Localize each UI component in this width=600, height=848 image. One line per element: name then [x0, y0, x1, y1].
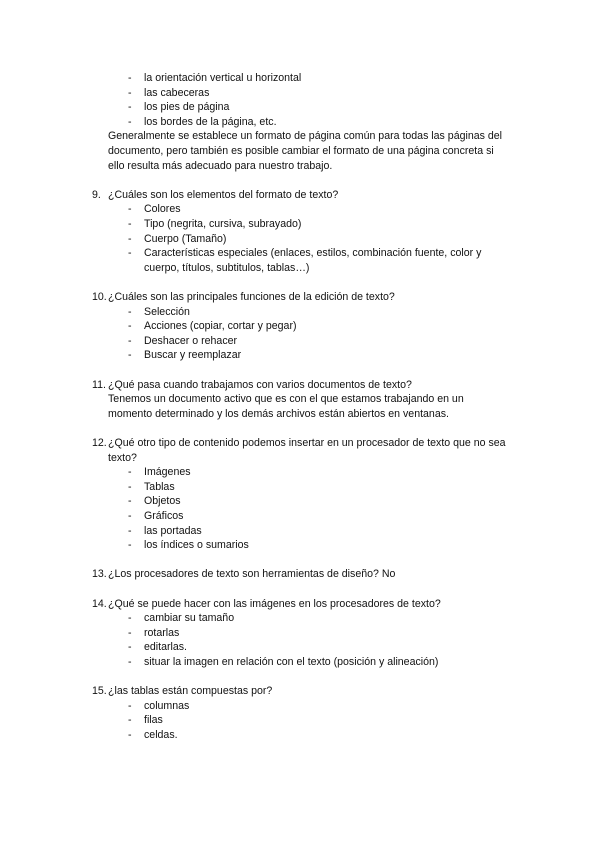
- list-dash: -: [128, 699, 132, 712]
- list-dash: -: [128, 539, 132, 552]
- question-text: ¿Cuáles son las principales funciones de la edición de texto?: [108, 291, 395, 303]
- list-item: los índices o sumarios: [144, 539, 249, 552]
- list-item: filas: [144, 714, 163, 727]
- paragraph-line: documento, pero también es posible cambiar el formato de una página concreta si: [108, 145, 494, 157]
- question-number: 11.: [92, 378, 106, 391]
- list-item: rotarlas: [144, 626, 180, 639]
- question-number: 13.: [92, 568, 107, 581]
- list-dash: -: [128, 510, 132, 522]
- list-item: Características especiales (enlaces, estilos, combinación fuente, color y: [144, 247, 482, 260]
- question-text: ¿las tablas están compuestas por?: [108, 685, 273, 698]
- list-item: las cabeceras: [144, 86, 210, 99]
- question-number: 15.: [92, 685, 107, 698]
- paragraph-line: Generalmente se establece un formato de página común para todas las páginas del: [108, 130, 502, 143]
- list-dash: -: [128, 232, 132, 245]
- list-dash: -: [128, 626, 132, 639]
- question-text: ¿Qué se puede hacer con las imágenes en los procesadores de texto?: [108, 597, 441, 610]
- list-dash: -: [128, 495, 132, 508]
- list-dash: -: [128, 524, 132, 537]
- list-dash: -: [128, 305, 132, 318]
- list-item: Selección: [144, 305, 190, 318]
- list-item: Tablas: [144, 480, 175, 493]
- list-item: Tipo (negrita, cursiva, subrayado): [144, 218, 302, 230]
- list-dash: -: [128, 86, 132, 99]
- list-item: editarlas.: [144, 641, 187, 654]
- list-dash: -: [128, 480, 132, 493]
- list-dash: -: [128, 349, 132, 362]
- list-item: Gráficos: [144, 510, 184, 522]
- question-text: ¿Qué otro tipo de contenido podemos insertar en un procesador de texto que no sea: [108, 437, 506, 449]
- list-item: situar la imagen en relación con el texto (posición y alineación): [144, 656, 439, 668]
- question-text: ¿Los procesadores de texto son herramientas de diseño? No: [108, 568, 396, 581]
- question-number: 12.: [92, 437, 107, 449]
- list-item: Colores: [144, 203, 181, 216]
- list-item: Acciones (copiar, cortar y pegar): [144, 320, 297, 333]
- list-item: columnas: [144, 699, 190, 712]
- answer-text: Tenemos un documento activo que es con el que estamos trabajando en un: [108, 393, 464, 406]
- list-dash: -: [128, 115, 132, 128]
- list-dash: -: [128, 101, 132, 114]
- list-item: los bordes de la página, etc.: [144, 115, 277, 128]
- list-item: Objetos: [144, 495, 181, 508]
- question-number: 14.: [92, 597, 107, 610]
- list-dash: -: [128, 466, 132, 479]
- list-item: cuerpo, títulos, subtitulos, tablas…): [144, 261, 310, 274]
- list-dash: -: [128, 612, 132, 625]
- list-dash: -: [128, 203, 132, 216]
- question-number: 10.: [92, 291, 107, 303]
- question-text: texto?: [108, 451, 137, 464]
- list-item: las portadas: [144, 524, 202, 537]
- list-item: Deshacer o rehacer: [144, 334, 238, 347]
- list-dash: -: [128, 641, 132, 654]
- list-item: celdas.: [144, 729, 178, 741]
- question-text: ¿Qué pasa cuando trabajamos con varios documentos de texto?: [108, 378, 412, 391]
- list-item: cambiar su tamaño: [144, 612, 235, 625]
- list-dash: -: [128, 218, 132, 230]
- list-item: Cuerpo (Tamaño): [144, 232, 227, 245]
- list-dash: -: [128, 334, 132, 347]
- list-dash: -: [128, 320, 132, 333]
- list-item: Buscar y reemplazar: [144, 349, 242, 362]
- list-dash: -: [128, 656, 132, 668]
- list-item: los pies de página: [144, 101, 230, 114]
- answer-text: momento determinado y los demás archivos están abiertos en ventanas.: [108, 407, 449, 420]
- list-item: Imágenes: [144, 466, 191, 479]
- paragraph-line: ello resulta más adecuado para nuestro trabajo.: [108, 159, 333, 172]
- list-dash: -: [128, 729, 132, 741]
- question-number: 9.: [92, 188, 101, 201]
- question-text: ¿Cuáles son los elementos del formato de texto?: [108, 188, 339, 201]
- list-dash: -: [128, 72, 132, 84]
- list-dash: -: [128, 247, 132, 260]
- list-item: la orientación vertical u horizontal: [144, 72, 302, 84]
- list-dash: -: [128, 714, 132, 727]
